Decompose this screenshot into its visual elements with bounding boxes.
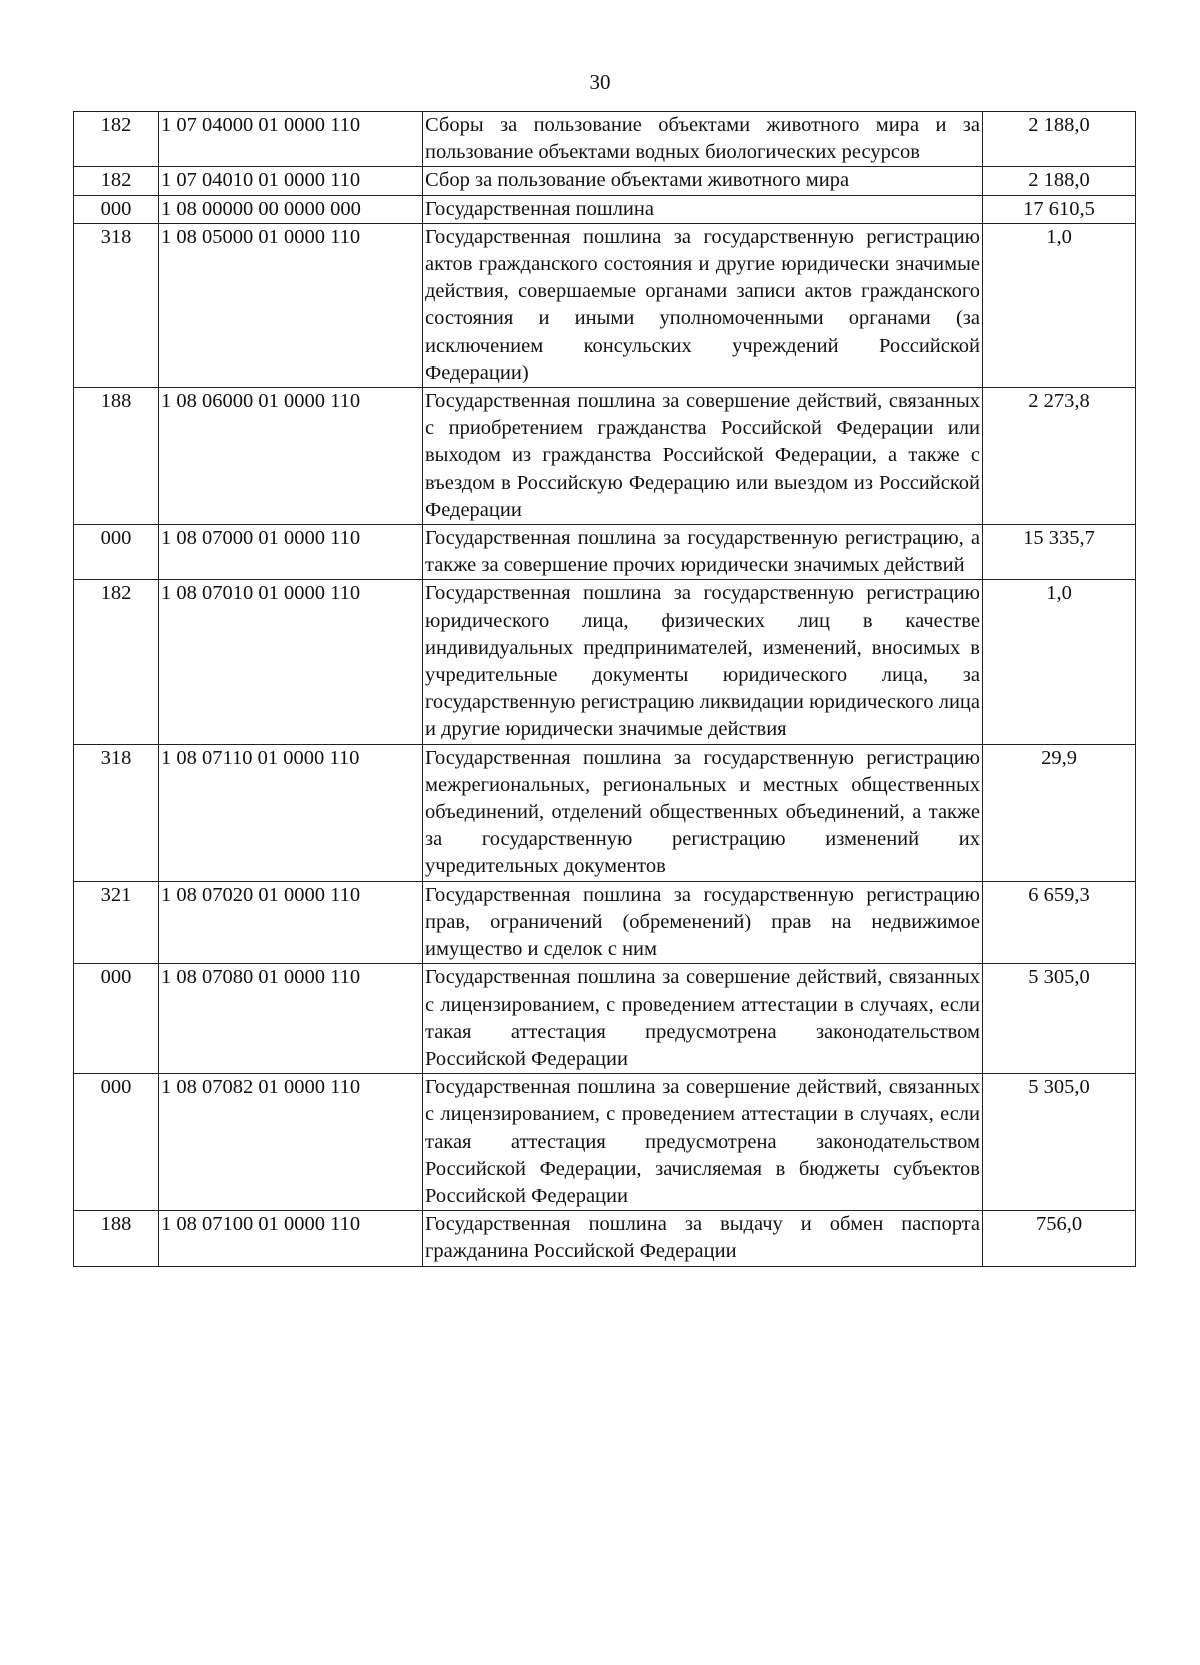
table-row: [74, 195, 1136, 223]
admin-code-cell: 188: [74, 388, 159, 525]
revenue-name-cell: Государственная пошлина за совершение действий, связанных с приобретением гражданства Российской Федерации или выходом из гражданства Российской Федерации, а также с въездом в Российскую Федерацию или выездом из Российской Федерации: [423, 388, 983, 525]
budget-code-cell: 1 07 04010 01 0000 110: [159, 167, 423, 195]
revenue-name-cell: Государственная пошлина за государственную регистрацию юридического лица, физических лиц в качестве индивидуальных предпринимателей, изменений, вносимых в учредительные документы юридического лица, за государственную регистрацию ликвидации юридического лица и другие юридически значимые действия: [423, 580, 983, 744]
table-row: [74, 1211, 1136, 1266]
admin-code-cell: 182: [74, 580, 159, 744]
table-row: [74, 744, 1136, 881]
amount-cell: 2 273,8: [983, 388, 1136, 525]
revenue-name-cell: Государственная пошлина за совершение действий, связанных с лицензированием, с проведением аттестации в случаях, если такая аттестация предусмотрена законодательством Российской Федерации, зачисляемая в бюджеты субъектов Российской Федерации: [423, 1074, 983, 1211]
table-row: [74, 112, 1136, 167]
budget-code-cell: 1 08 07082 01 0000 110: [159, 1074, 423, 1211]
amount-cell: 5 305,0: [983, 964, 1136, 1074]
budget-code-cell: 1 08 07110 01 0000 110: [159, 744, 423, 881]
table-row: [74, 223, 1136, 387]
page-number: 30: [589, 70, 611, 94]
revenue-name-cell: Государственная пошлина за государственную регистрацию, а также за совершение прочих юридически значимых действий: [423, 525, 983, 580]
budget-code-cell: 1 08 07080 01 0000 110: [159, 964, 423, 1074]
table-row: [74, 525, 1136, 580]
table-row: [74, 167, 1136, 195]
revenue-name-cell: Государственная пошлина за совершение действий, связанных с лицензированием, с проведением аттестации в случаях, если такая аттестация предусмотрена законодательством Российской Федерации: [423, 964, 983, 1074]
admin-code-cell: 000: [74, 195, 159, 223]
amount-cell: 756,0: [983, 1211, 1136, 1266]
revenue-name-cell: Государственная пошлина за государственную регистрацию межрегиональных, региональных и местных общественных объединений, отделений общественных объединений, а также за государственную регистрацию изменений их учредительных документов: [423, 744, 983, 881]
table-row: [74, 1074, 1136, 1211]
revenue-table: [73, 111, 1136, 1267]
amount-cell: 17 610,5: [983, 195, 1136, 223]
amount-cell: 1,0: [983, 223, 1136, 387]
amount-cell: 6 659,3: [983, 881, 1136, 964]
admin-code-cell: 000: [74, 964, 159, 1074]
table-row: [74, 388, 1136, 525]
amount-cell: 29,9: [983, 744, 1136, 881]
amount-cell: 1,0: [983, 580, 1136, 744]
admin-code-cell: 000: [74, 1074, 159, 1211]
budget-code-cell: 1 08 07100 01 0000 110: [159, 1211, 423, 1266]
budget-code-cell: 1 07 04000 01 0000 110: [159, 112, 423, 167]
amount-cell: 2 188,0: [983, 167, 1136, 195]
revenue-name-cell: Государственная пошлина за государственную регистрацию прав, ограничений (обременений) прав на недвижимое имущество и сделок с ним: [423, 881, 983, 964]
budget-code-cell: 1 08 05000 01 0000 110: [159, 223, 423, 387]
admin-code-cell: 182: [74, 112, 159, 167]
admin-code-cell: 188: [74, 1211, 159, 1266]
revenue-name-cell: Государственная пошлина за выдачу и обмен паспорта гражданина Российской Федерации: [423, 1211, 983, 1266]
budget-code-cell: 1 08 07010 01 0000 110: [159, 580, 423, 744]
revenue-name-cell: Государственная пошлина: [423, 195, 983, 223]
budget-code-cell: 1 08 06000 01 0000 110: [159, 388, 423, 525]
revenue-name-cell: Сборы за пользование объектами животного мира и за пользование объектами водных биологических ресурсов: [423, 112, 983, 167]
amount-cell: 2 188,0: [983, 112, 1136, 167]
admin-code-cell: 000: [74, 525, 159, 580]
admin-code-cell: 321: [74, 881, 159, 964]
budget-code-cell: 1 08 07020 01 0000 110: [159, 881, 423, 964]
admin-code-cell: 318: [74, 223, 159, 387]
revenue-name-cell: Сбор за пользование объектами животного мира: [423, 167, 983, 195]
table-row: [74, 881, 1136, 964]
amount-cell: 5 305,0: [983, 1074, 1136, 1211]
admin-code-cell: 318: [74, 744, 159, 881]
budget-code-cell: 1 08 00000 00 0000 000: [159, 195, 423, 223]
table-row: [74, 964, 1136, 1074]
admin-code-cell: 182: [74, 167, 159, 195]
amount-cell: 15 335,7: [983, 525, 1136, 580]
table-row: [74, 580, 1136, 744]
budget-code-cell: 1 08 07000 01 0000 110: [159, 525, 423, 580]
revenue-name-cell: Государственная пошлина за государственную регистрацию актов гражданского состояния и другие юридически значимые действия, совершаемые органами записи актов гражданского состояния и иными уполномоченными органами (за исключением консульских учреждений Российской Федерации): [423, 223, 983, 387]
